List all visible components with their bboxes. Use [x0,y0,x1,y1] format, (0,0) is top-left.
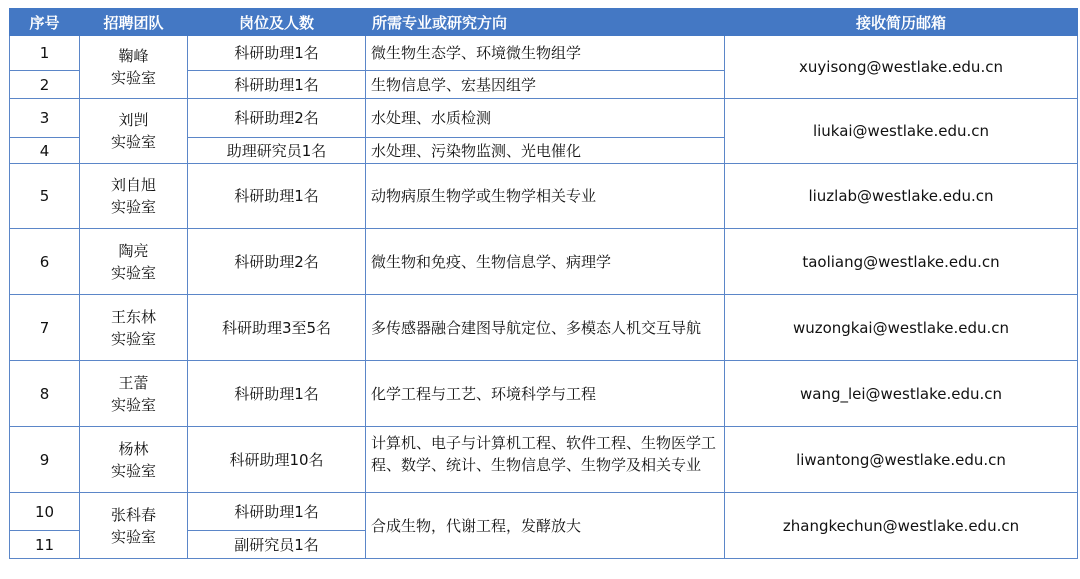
email-cell: taoliang@westlake.edu.cn [725,229,1078,295]
major-cell: 水处理、污染物监测、光电催化 [366,138,725,164]
row-no: 4 [10,138,80,164]
position-cell: 科研助理2名 [188,229,366,295]
major-cell: 水处理、水质检测 [366,99,725,138]
header-major: 所需专业或研究方向 [366,9,725,36]
header-team: 招聘团队 [80,9,188,36]
major-cell: 多传感器融合建图导航定位、多模态人机交互导航 [366,295,725,361]
table-row [10,493,1078,531]
position-cell: 科研助理3至5名 [188,295,366,361]
position-cell: 科研助理1名 [188,71,366,99]
table-row [10,361,1078,427]
team-cell [80,493,188,559]
row-no: 10 [10,493,80,531]
table-row [10,164,1078,229]
team-cell [80,361,188,427]
major-cell: 生物信息学、宏基因组学 [366,71,725,99]
team-cell [80,99,188,164]
position-cell: 副研究员1名 [188,531,366,559]
team-name: 陶亮 实验室 [110,241,156,282]
table-row [10,36,1078,71]
email-cell: xuyisong@westlake.edu.cn [725,36,1078,99]
position-cell: 科研助理1名 [188,36,366,71]
email-cell: liukai@westlake.edu.cn [725,99,1078,164]
team-cell [80,36,188,99]
email-cell: wuzongkai@westlake.edu.cn [725,295,1078,361]
row-no: 6 [10,229,80,295]
team-cell [80,295,188,361]
row-no: 11 [10,531,80,559]
team-cell [80,229,188,295]
team-name: 刘自旭 实验室 [110,176,156,216]
position-cell: 科研助理1名 [188,493,366,531]
row-no: 2 [10,71,80,99]
major-cell [366,427,725,493]
team-cell [80,164,188,229]
position-cell: 科研助理1名 [188,164,366,229]
table-header [10,9,1078,36]
table-row [10,99,1078,138]
major-cell: 动物病原生物学或生物学相关专业 [366,164,725,229]
email-cell: liwantong@westlake.edu.cn [725,427,1078,493]
header-no: 序号 [10,9,80,36]
team-name: 王蕾 实验室 [110,373,156,414]
team-name: 王东林 实验室 [110,307,156,348]
header-position: 岗位及人数 [188,9,366,36]
position-cell: 科研助理2名 [188,99,366,138]
table-row [10,295,1078,361]
row-no: 5 [10,164,80,229]
team-name: 刘剀 实验室 [110,111,156,151]
table-row [10,427,1078,493]
email-cell: wang_lei@westlake.edu.cn [725,361,1078,427]
row-no: 8 [10,361,80,427]
row-no: 9 [10,427,80,493]
row-no: 1 [10,36,80,71]
row-no: 7 [10,295,80,361]
row-no: 3 [10,99,80,138]
header-email: 接收简历邮箱 [725,9,1078,36]
major-cell: 化学工程与工艺、环境科学与工程 [366,361,725,427]
major-cell: 微生物生态学、环境微生物组学 [366,36,725,71]
recruitment-table [9,8,1078,559]
team-name: 杨林 实验室 [110,439,156,480]
team-name: 鞠峰 实验室 [110,47,156,87]
team-cell [80,427,188,493]
email-cell: liuzlab@westlake.edu.cn [725,164,1078,229]
position-cell: 助理研究员1名 [188,138,366,164]
position-cell: 科研助理10名 [188,427,366,493]
major-text: 计算机、电子与计算机工程、软件工程、生物医学工程、数学、统计、生物信息学、生物学及相关专业 [371,433,717,474]
major-cell: 微生物和免疫、生物信息学、病理学 [366,229,725,295]
table-row [10,229,1078,295]
position-cell: 科研助理1名 [188,361,366,427]
email-cell: zhangkechun@westlake.edu.cn [725,493,1078,559]
major-cell: 合成生物，代谢工程，发酵放大 [366,493,725,559]
team-name: 张科春 实验室 [110,505,156,546]
